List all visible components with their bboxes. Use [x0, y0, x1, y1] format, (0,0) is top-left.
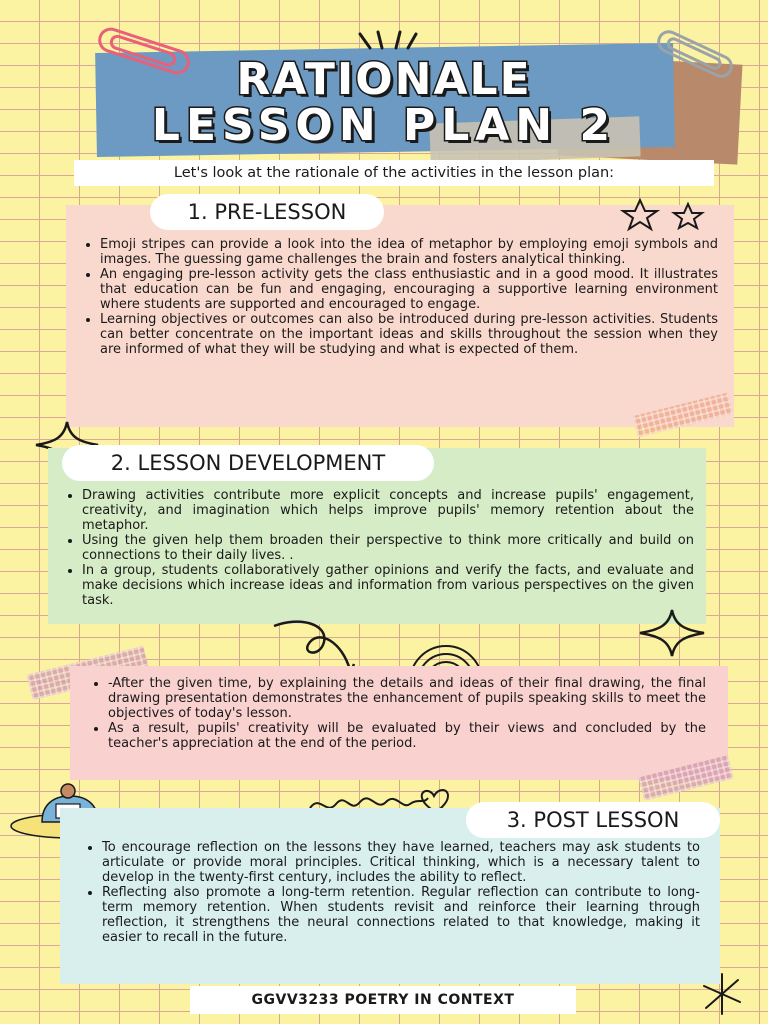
pre-lesson-list-wrap — [78, 237, 718, 357]
post-lesson-list-wrap — [80, 840, 700, 945]
list-item: • To encourage reflection on the lessons they have learned, teachers may ask students to articulate or provide moral principles. Critical thinking, which is a necessary talent to develop in the twenty-first century, includes the ability to reflect. — [102, 840, 700, 885]
lesson-development-cont-box — [70, 666, 728, 780]
pre-lesson-list — [78, 237, 718, 357]
list-item: • Learning objectives or outcomes can also be introduced during pre-lesson activities. Students can better concentrate on the important ideas and skills throughout the session when they are informed of what they will be studying and what is expected of them. — [100, 312, 718, 357]
list-item: • -After the given time, by explaining the details and ideas of their final drawing, the final drawing presentation demonstrates the enhancement of pupils speaking skills to meet the objectives of today's lesson. — [108, 676, 706, 721]
star-doodle-icon — [618, 196, 718, 232]
title-line-2: LESSON PLAN 2 — [151, 100, 617, 151]
title-line-1: RATIONALE — [236, 54, 532, 105]
list-item: • Drawing activities contribute more explicit concepts and increase pupils' engagement, creativity, and imagination which helps improve pupils' memory retention about the metaphor. — [82, 488, 694, 533]
list-item: • Reflecting also promote a long-term retention. Regular reflection can contribute to long-term memory retention. When students revisit and reinforce their learning through reflection, it strengthens the neural connections related to that knowledge, making it easier to recall in the future. — [102, 885, 700, 945]
footer-course-label: GGVV3233 POETRY IN CONTEXT — [190, 986, 576, 1014]
post-lesson-list — [80, 840, 700, 945]
lesson-development-cont-list-wrap — [86, 676, 706, 751]
burst-lines-icon — [350, 30, 430, 52]
lesson-development-list — [60, 488, 694, 608]
list-item: • As a result, pupils' creativity will be evaluated by their views and concluded by the teacher's appreciation at the end of the period. — [108, 721, 706, 751]
intro-text: Let's look at the rationale of the activities in the lesson plan: — [74, 160, 714, 186]
lesson-development-cont-list — [86, 676, 706, 751]
list-item: • In a group, students collaboratively gather opinions and verify the facts, and evaluate and make decisions which increase ideas and information from various perspectives on the given task. — [82, 563, 694, 608]
pre-lesson-box — [66, 205, 734, 427]
section-label-post-lesson: 3. POST LESSON — [466, 802, 720, 838]
list-item: • An engaging pre-lesson activity gets the class enthusiastic and in a good mood. It illustrates that education can be fun and engaging, encouraging a supportive learning environment where students are supported and encouraged to engage. — [100, 267, 718, 312]
section-label-lesson-development: 2. LESSON DEVELOPMENT — [62, 445, 434, 481]
sparkle-icon — [636, 608, 708, 658]
list-item: • Using the given help them broaden their perspective to think more critically and build on connections to their daily lives. . — [82, 533, 694, 563]
list-item: • Emoji stripes can provide a look into the idea of metaphor by employing emoji symbols and images. The guessing game challenges the brain and fosters analytical thinking. — [100, 237, 718, 267]
lesson-development-list-wrap — [60, 488, 694, 608]
section-label-pre-lesson: 1. PRE-LESSON — [150, 194, 384, 230]
star-burst-icon — [700, 972, 744, 1016]
